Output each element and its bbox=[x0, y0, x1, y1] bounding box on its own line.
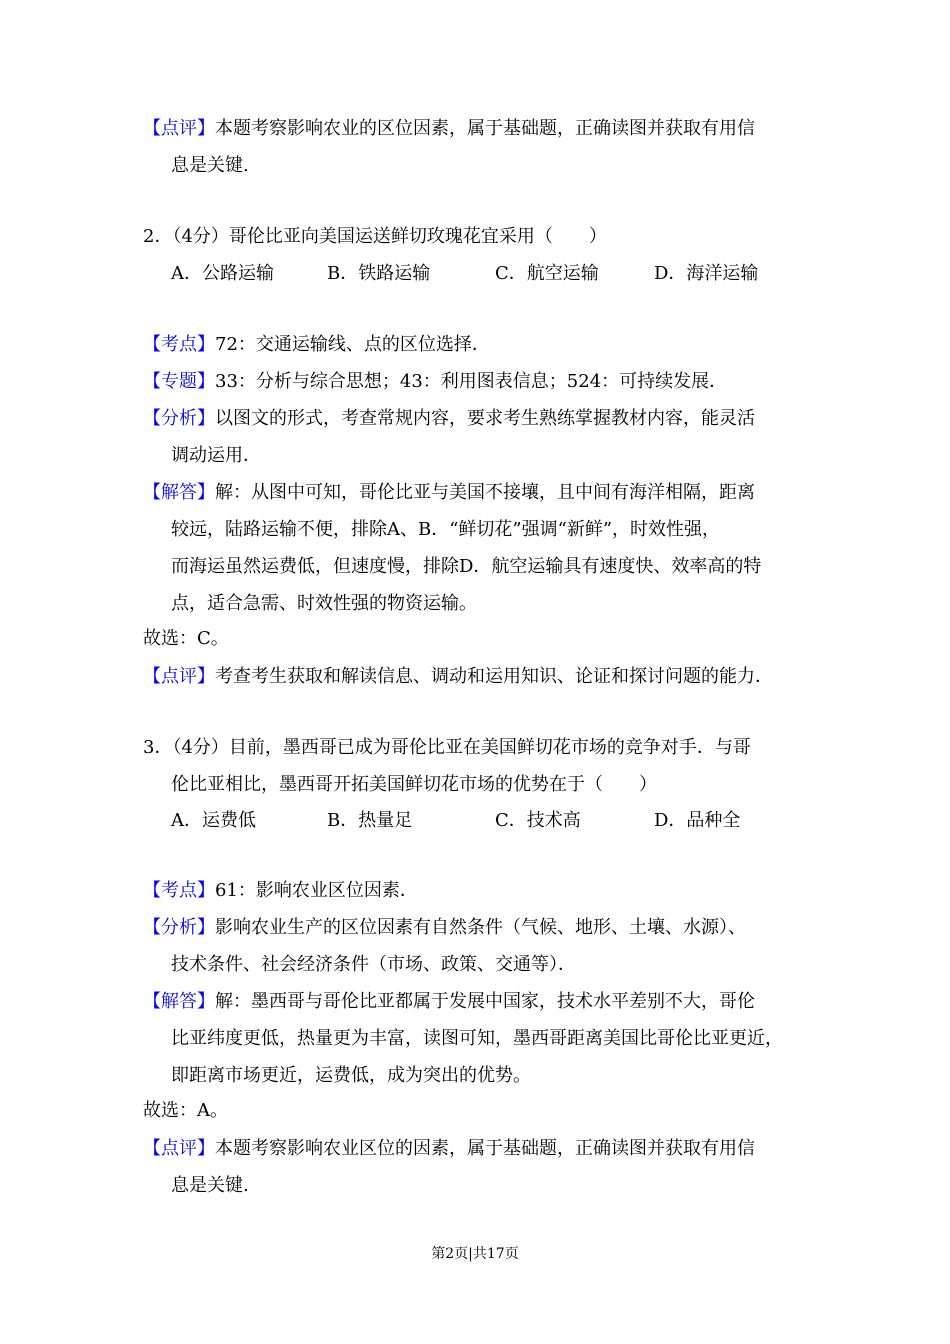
kaodian-label: 【考点】 bbox=[143, 334, 215, 355]
fenxi-continuation: 调动运用． bbox=[171, 445, 261, 466]
comment-text: 本题考察影响农业区位的因素，属于基础题，正确读图并获取有用信 bbox=[215, 1138, 755, 1159]
q3-jieda bbox=[143, 990, 755, 1014]
q3-kaodian bbox=[143, 879, 418, 903]
comment-label: 【点评】 bbox=[143, 1138, 215, 1159]
kaodian-text: 61：影响农业区位因素． bbox=[215, 880, 418, 901]
q2-option-c: C．航空运输 bbox=[495, 263, 599, 284]
question-3-stem: 3．（4分）目前，墨西哥已成为哥伦比亚在美国鲜切花市场的竞争对手．与哥 bbox=[143, 737, 751, 758]
jieda-text: 解：墨西哥与哥伦比亚都属于发展中国家，技术水平差别不大，哥伦 bbox=[215, 991, 755, 1012]
zhuanti-text: 33：分析与综合思想；43：利用图表信息；524：可持续发展． bbox=[215, 371, 728, 392]
q3-option-a: A．运费低 bbox=[171, 810, 256, 831]
comment-continuation: 息是关键. bbox=[171, 1175, 249, 1196]
q2-answer: 故选：C。 bbox=[143, 628, 229, 649]
fenxi-text: 影响农业生产的区位因素有自然条件（气候、地形、土壤、水源）、 bbox=[215, 917, 746, 938]
q3-fenxi bbox=[143, 916, 746, 940]
q3-option-c: C．技术高 bbox=[495, 810, 581, 831]
q3-option-d: D．品种全 bbox=[654, 810, 741, 831]
q2-kaodian bbox=[143, 333, 490, 357]
jieda-continuation: 而海运虽然运费低，但速度慢，排除D．航空运输具有速度快、效率高的特 bbox=[171, 556, 762, 577]
fenxi-label: 【分析】 bbox=[143, 408, 215, 429]
q3-comment bbox=[143, 1137, 755, 1161]
jieda-continuation: 较远，陆路运输不便，排除A、B．“鲜切花”强调“新鲜”，时效性强， bbox=[171, 519, 721, 540]
comment-label: 【点评】 bbox=[143, 118, 215, 139]
comment-continuation: 息是关键. bbox=[171, 155, 249, 176]
comment-line bbox=[143, 117, 755, 141]
page-footer: 第2页|共17页 bbox=[431, 1246, 519, 1262]
fenxi-text: 以图文的形式，考查常规内容，要求考生熟练掌握教材内容，能灵活 bbox=[215, 408, 755, 429]
jieda-label: 【解答】 bbox=[143, 482, 215, 503]
question-3-stem-continuation: 伦比亚相比，墨西哥开拓美国鲜切花市场的优势在于（ ） bbox=[171, 774, 657, 795]
zhuanti-label: 【专题】 bbox=[143, 371, 215, 392]
jieda-continuation: 即距离市场更近，运费低，成为突出的优势。 bbox=[171, 1065, 531, 1086]
comment-label: 【点评】 bbox=[143, 666, 215, 687]
q2-comment bbox=[143, 665, 773, 689]
q2-zhuanti bbox=[143, 370, 727, 394]
question-2-stem: 2．（4分）哥伦比亚向美国运送鲜切玫瑰花宜采用（ ） bbox=[143, 226, 607, 247]
jieda-label: 【解答】 bbox=[143, 991, 215, 1012]
comment-text: 考查考生获取和解读信息、调动和运用知识、论证和探讨问题的能力． bbox=[215, 666, 773, 687]
jieda-continuation: 比亚纬度更低，热量更为丰富，读图可知，墨西哥距离美国比哥伦比亚更近， bbox=[171, 1028, 783, 1049]
kaodian-text: 72：交通运输线、点的区位选择． bbox=[215, 334, 490, 355]
jieda-text: 解：从图中可知，哥伦比亚与美国不接壤，且中间有海洋相隔，距离 bbox=[215, 482, 755, 503]
fenxi-continuation: 技术条件、社会经济条件（市场、政策、交通等）． bbox=[171, 954, 576, 975]
fenxi-label: 【分析】 bbox=[143, 917, 215, 938]
q3-option-b: B．热量足 bbox=[327, 810, 413, 831]
q2-option-d: D．海洋运输 bbox=[654, 263, 759, 284]
q2-option-a: A．公路运输 bbox=[171, 263, 274, 284]
q3-answer: 故选：A。 bbox=[143, 1100, 228, 1121]
q2-fenxi bbox=[143, 407, 755, 431]
kaodian-label: 【考点】 bbox=[143, 880, 215, 901]
comment-text: 本题考察影响农业的区位因素，属于基础题，正确读图并获取有用信 bbox=[215, 118, 755, 139]
jieda-continuation: 点，适合急需、时效性强的物资运输。 bbox=[171, 593, 477, 614]
q2-jieda bbox=[143, 481, 755, 505]
q2-option-b: B．铁路运输 bbox=[327, 263, 431, 284]
